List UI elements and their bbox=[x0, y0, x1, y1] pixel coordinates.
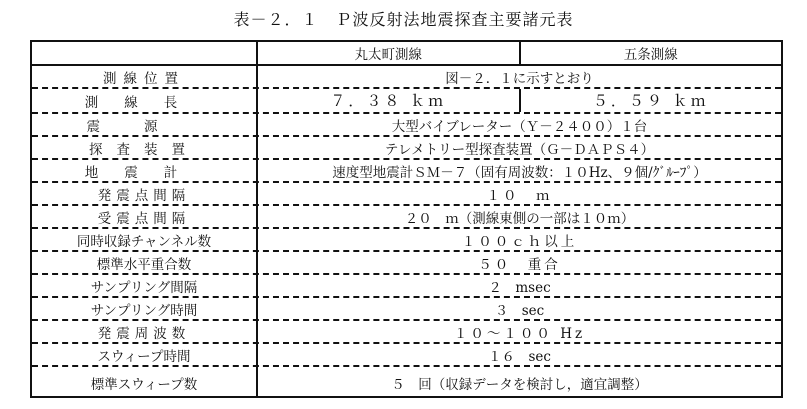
table-row bbox=[32, 319, 781, 342]
row-label: サンプリング時間 bbox=[90, 302, 198, 319]
header-gojo: 五条測線 bbox=[519, 42, 782, 64]
table-caption: 表－２．１ Ｐ波反射法地震探査主要諸元表 bbox=[233, 10, 574, 29]
row-value: ２ msec bbox=[256, 275, 781, 296]
row-value-gojo: ５．５９ ｋｍ bbox=[519, 89, 782, 112]
table-row bbox=[32, 158, 781, 181]
row-value: ５ 回（収録データを検討し，適宜調整） bbox=[256, 367, 781, 398]
row-label: 同時収録チャンネル数 bbox=[76, 233, 212, 250]
table-row bbox=[32, 250, 781, 273]
table-row bbox=[32, 204, 781, 227]
row-value: １０ ｍ bbox=[256, 183, 781, 204]
table-row bbox=[32, 135, 781, 158]
table-row bbox=[32, 227, 781, 250]
header-corner-cell bbox=[32, 42, 256, 64]
row-value: 速度型地震計ＳＭ－７（固有周波数：１０Hz、９個/ｸﾞﾙｰﾌﾟ） bbox=[256, 160, 781, 181]
table-row bbox=[32, 296, 781, 319]
row-value: 大型バイブレーター（Ｙ－２４００）１台 bbox=[256, 114, 781, 135]
spec-table bbox=[30, 40, 783, 398]
table-row bbox=[32, 342, 781, 365]
table-row bbox=[32, 365, 781, 398]
row-label: 発震周波数 bbox=[97, 325, 191, 342]
row-value-marutamachi: ７．３８ ｋｍ bbox=[256, 89, 519, 112]
row-value: テレメトリー型探査装置（Ｇ－ＤＡＰＳ４） bbox=[256, 137, 781, 158]
row-value: ３ sec bbox=[256, 298, 781, 319]
table-header-row bbox=[32, 42, 781, 64]
row-label: 地震計 bbox=[84, 164, 204, 181]
row-label: スウィープ時間 bbox=[97, 348, 191, 365]
header-marutamachi: 丸太町測線 bbox=[256, 42, 519, 64]
row-value: １６ sec bbox=[256, 344, 781, 365]
row-label: 受震点間隔 bbox=[97, 210, 191, 227]
row-value: １００ｃｈ以上 bbox=[256, 229, 781, 250]
row-value: ２０ ｍ（測線東側の一部は１０ｍ） bbox=[256, 206, 781, 227]
row-label: 探査装置 bbox=[89, 141, 199, 158]
table-row bbox=[32, 181, 781, 204]
row-label: 発震点間隔 bbox=[97, 187, 191, 204]
table-row bbox=[32, 64, 781, 87]
table-row bbox=[32, 87, 781, 112]
row-value: 図－２．１に示すとおり bbox=[256, 66, 781, 87]
row-value: ５０ 重合 bbox=[256, 252, 781, 273]
row-label: 震源 bbox=[86, 118, 202, 135]
row-label: 測線長 bbox=[84, 94, 204, 111]
row-label: 標準水平重合数 bbox=[96, 256, 192, 273]
table-row bbox=[32, 112, 781, 135]
row-label: 標準スウィープ数 bbox=[90, 376, 198, 393]
row-label: 測線位置 bbox=[103, 70, 185, 87]
table-row bbox=[32, 273, 781, 296]
row-label: サンプリング間隔 bbox=[90, 279, 198, 296]
row-value: １０～１００ Hz bbox=[256, 321, 781, 342]
